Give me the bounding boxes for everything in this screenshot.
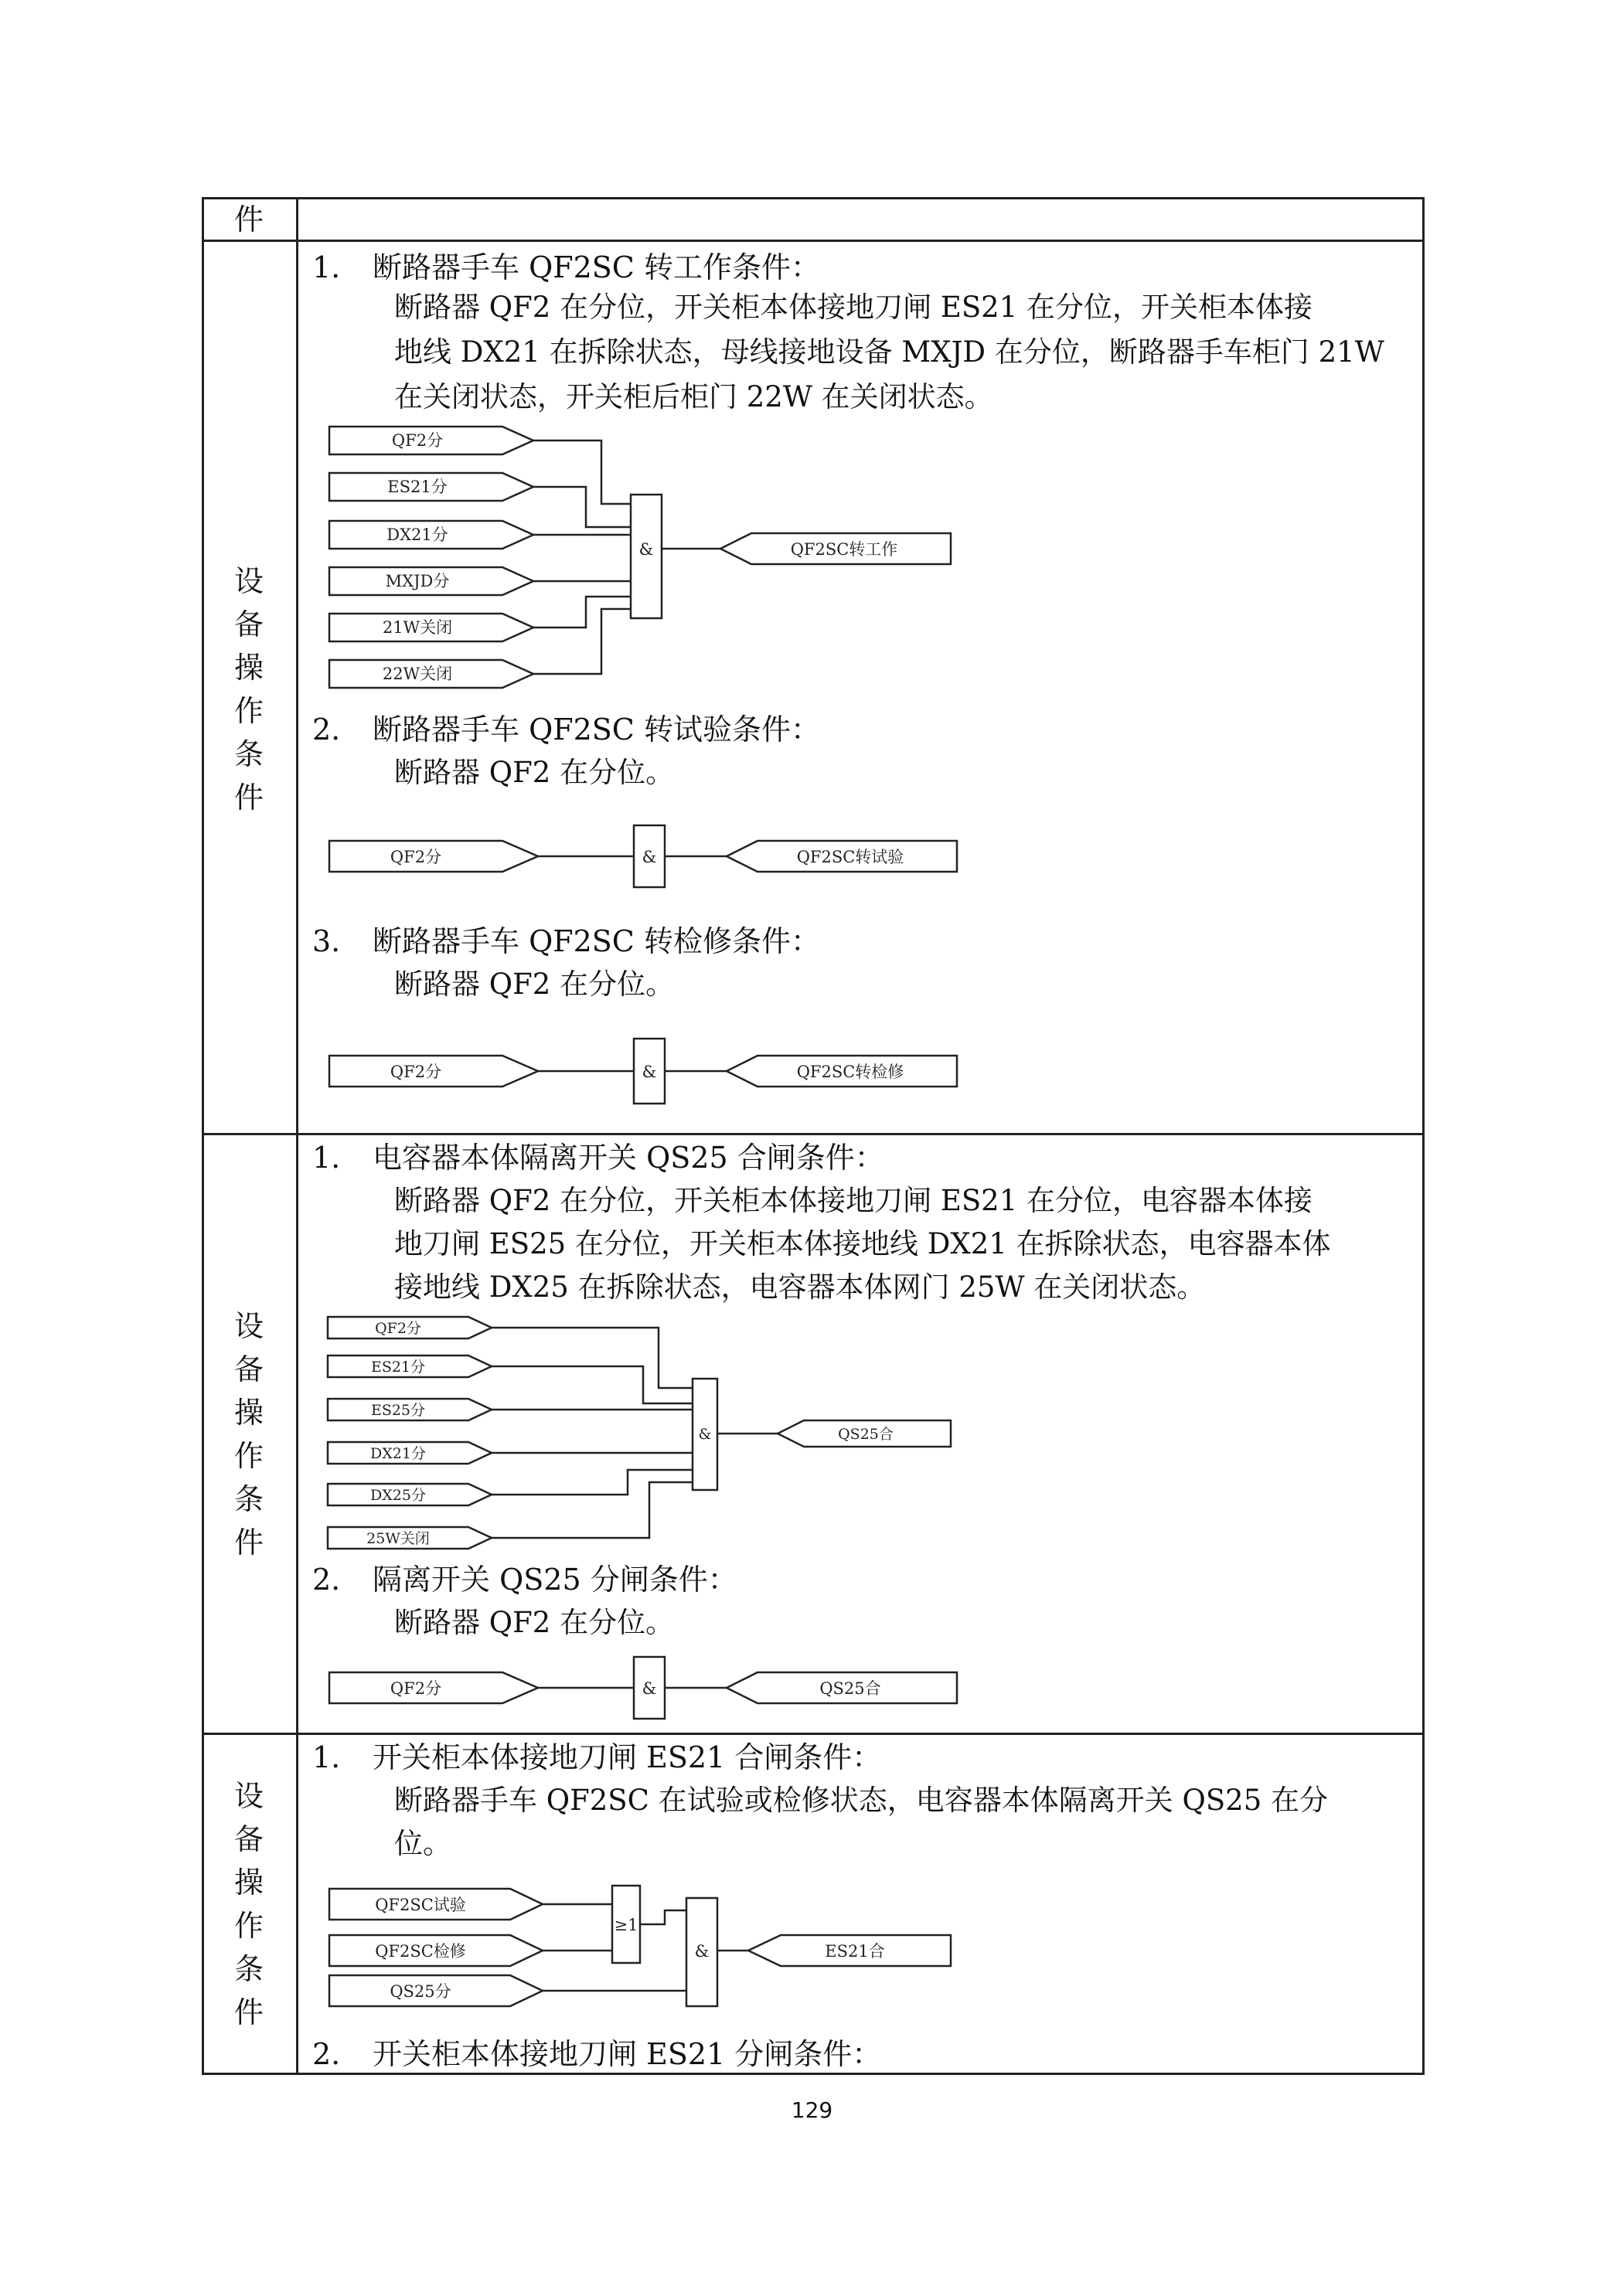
condition-desc-line: 地刀闸 ES25 在分位，开关柜本体接地线 DX21 在拆除状态，电容器本体 [394, 1227, 1331, 1260]
logic-diagram [325, 417, 958, 703]
condition-desc-line: 断路器手车 QF2SC 在试验或检修状态，电容器本体隔离开关 QS25 在分 [394, 1784, 1329, 1817]
input-label: QF2SC试验 [375, 1896, 466, 1914]
input-label: 22W关闭 [382, 665, 453, 683]
input-label: ES25分 [370, 1402, 426, 1419]
input-label: MXJD分 [385, 572, 450, 590]
output-label: QS25合 [838, 1426, 894, 1443]
condition-heading: 3. 断路器手车 QF2SC 转检修条件： [312, 924, 820, 958]
input-label: ES21分 [387, 478, 448, 496]
row-label: 设 备 操 作 条 件 [233, 564, 264, 815]
condition-desc-line: 地线 DX21 在拆除状态，母线接地设备 MXJD 在分位，断路器手车柜门 21W [394, 335, 1384, 369]
gate-label: & [698, 1426, 712, 1443]
input-label: 25W关闭 [366, 1530, 430, 1547]
input-label: QF2分 [390, 1679, 442, 1698]
input-label: QF2SC检修 [375, 1942, 466, 1961]
condition-heading: 2. 断路器手车 QF2SC 转试验条件： [312, 713, 820, 747]
condition-desc-line: 在关闭状态，开关柜后柜门 22W 在关闭状态。 [394, 380, 993, 413]
condition-desc-line: 断路器 QF2 在分位。 [394, 968, 675, 1001]
input-label: QF2分 [390, 1063, 442, 1081]
input-label: DX21分 [370, 1445, 426, 1462]
condition-heading: 1. 开关柜本体接地刀闸 ES21 合闸条件： [312, 1740, 882, 1774]
gate-label: & [642, 1063, 657, 1081]
gate-label: & [642, 848, 657, 866]
condition-heading: 1. 断路器手车 QF2SC 转工作条件： [312, 250, 820, 284]
condition-desc-line: 位。 [394, 1827, 451, 1860]
input-label: DX21分 [386, 526, 448, 544]
input-label: ES21分 [370, 1359, 426, 1376]
condition-heading: 1. 电容器本体隔离开关 QS25 合闸条件： [312, 1141, 884, 1175]
input-label: QS25分 [390, 1982, 451, 2001]
or-gate-label: ≥1 [614, 1916, 638, 1934]
condition-desc-line: 断路器 QF2 在分位。 [394, 1606, 675, 1639]
condition-desc-line: 断路器 QF2 在分位。 [394, 756, 675, 789]
logic-diagram [325, 822, 966, 884]
gate-label: & [694, 1942, 710, 1961]
page-number: 129 [791, 2097, 833, 2123]
row-label: 设 备 操 作 条 件 [233, 1309, 264, 1560]
output-label: QF2SC转工作 [790, 540, 898, 559]
output-label: QF2SC转检修 [796, 1063, 904, 1081]
condition-desc-line: 断路器 QF2 在分位，开关柜本体接地刀闸 ES21 在分位，开关柜本体接 [394, 291, 1313, 324]
row-label: 设 备 操 作 条 件 [233, 1779, 264, 2029]
input-label: 21W关闭 [382, 618, 453, 637]
output-label: QF2SC转试验 [796, 848, 904, 866]
input-label: QF2分 [390, 848, 442, 866]
top-cell-label: 件 [233, 202, 264, 236]
condition-heading: 2. 隔离开关 QS25 分闸条件： [312, 1563, 737, 1597]
logic-diagram [325, 1654, 966, 1716]
input-label: QF2分 [375, 1320, 421, 1337]
gate-label: & [642, 1679, 657, 1698]
condition-desc-line: 接地线 DX25 在拆除状态，电容器本体网门 25W 在关闭状态。 [394, 1270, 1206, 1304]
condition-desc-line: 断路器 QF2 在分位，开关柜本体接地刀闸 ES21 在分位，电容器本体接 [394, 1184, 1313, 1217]
input-label: QF2分 [391, 431, 444, 450]
output-label: QS25合 [819, 1679, 881, 1698]
logic-diagram [325, 1034, 966, 1104]
output-label: ES21合 [825, 1942, 885, 1961]
condition-heading: 2. 开关柜本体接地刀闸 ES21 分闸条件： [312, 2037, 882, 2071]
logic-diagram [325, 1879, 966, 2011]
gate-label: & [638, 540, 654, 559]
logic-diagram [325, 1308, 958, 1555]
input-label: DX25分 [370, 1487, 426, 1504]
